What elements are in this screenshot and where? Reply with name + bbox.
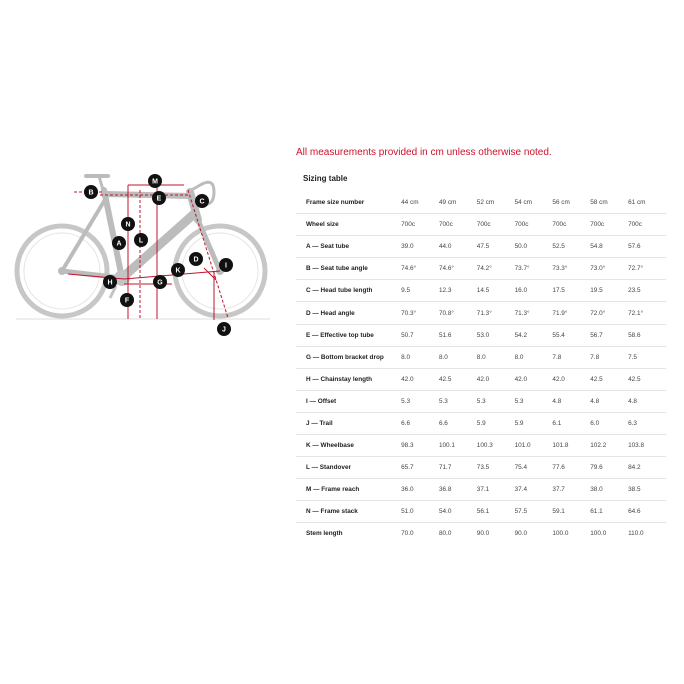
svg-text:M: M [152,178,158,186]
badge-j [217,322,231,336]
table-cell: 70.8° [439,302,477,324]
table-cell: 51.6 [439,324,477,346]
table-cell: 58.6 [628,324,666,346]
table-cell: 39.0 [401,236,439,258]
table-cell: 73.0° [590,258,628,280]
table-cell: 7.8 [552,346,590,368]
table-cell: 100.0 [552,523,590,545]
table-cell: 7.8 [590,346,628,368]
table-cell: 57.5 [515,501,553,523]
table-cell: 71.3° [515,302,553,324]
table-cell: 6.1 [552,412,590,434]
table-cell: 54.0 [439,501,477,523]
svg-text:I: I [225,262,227,270]
measurement-notice: All measurements provided in cm unless otherwise noted. [296,147,552,158]
table-cell: 50.0 [515,236,553,258]
badge-g [153,275,167,289]
table-cell: 101.8 [552,435,590,457]
table-cell: 8.0 [515,346,553,368]
row-label: L — Standover [296,457,401,479]
table-cell: 73.3° [552,258,590,280]
table-cell: 58 cm [590,199,608,207]
table-cell: 50.7 [401,324,439,346]
table-row [296,368,666,390]
badge-b [84,185,98,199]
table-cell: 80.0 [439,523,477,545]
row-label: N — Frame stack [296,501,401,523]
table-cell: 42.0 [477,368,515,390]
sizing-table [296,192,666,545]
svg-text:G: G [157,279,163,287]
table-cell: 72.1° [628,302,666,324]
table-cell: 73.7° [515,258,553,280]
table-cell: 36.0 [401,479,439,501]
table-cell: 101.0 [515,435,553,457]
sizing-table-body [296,192,666,545]
table-cell: 4.8 [590,390,628,412]
row-label: A — Seat tube [296,236,401,258]
table-row [296,412,666,434]
table-cell: 700c [590,214,628,236]
table-cell: 9.5 [401,280,439,302]
table-cell: 61 cm [628,199,646,207]
table-row [296,280,666,302]
badge-a [112,236,126,250]
table-cell: 38.5 [628,479,666,501]
table-cell: 700c [628,214,666,236]
table-row [296,214,666,236]
table-cell: 79.6 [590,457,628,479]
table-row [296,302,666,324]
svg-text:A: A [116,240,122,248]
row-label: Frame size number [306,199,365,207]
svg-text:D: D [193,256,199,264]
svg-text:E: E [156,195,162,203]
table-cell: 42.0 [401,368,439,390]
table-cell: 54 cm [514,199,532,207]
table-row [296,192,666,214]
table-cell: 51.0 [401,501,439,523]
table-cell: 7.5 [628,346,666,368]
table-cell: 74.6° [439,258,477,280]
table-cell: 37.1 [477,479,515,501]
table-cell: 37.7 [552,479,590,501]
table-cell: 17.5 [552,280,590,302]
table-cell: 42.5 [590,368,628,390]
table-cell: 44.0 [439,236,477,258]
table-cell: 47.5 [477,236,515,258]
table-cell: 19.5 [590,280,628,302]
row-label: I — Offset [296,390,401,412]
table-cell: 77.6 [552,457,590,479]
table-cell: 5.9 [515,412,553,434]
row-label: C — Head tube length [296,280,401,302]
table-cell: 700c [515,214,553,236]
badge-f [120,293,134,307]
svg-text:N: N [125,221,131,229]
badge-l [134,233,148,247]
table-cell: 100.0 [590,523,628,545]
table-cell: 8.0 [439,346,477,368]
table-cell: 6.0 [590,412,628,434]
table-cell: 56.1 [477,501,515,523]
table-cell: 4.8 [552,390,590,412]
table-cell: 5.3 [515,390,553,412]
table-cell: 38.0 [590,479,628,501]
table-row [296,479,666,501]
table-cell: 64.6 [628,501,666,523]
svg-text:J: J [222,326,226,334]
table-row [296,457,666,479]
table-cell: 37.4 [515,479,553,501]
table-cell: 90.0 [515,523,553,545]
table-cell: 12.3 [439,280,477,302]
table-cell: 5.9 [477,412,515,434]
table-cell: 57.6 [628,236,666,258]
row-label: M — Frame reach [296,479,401,501]
row-label: D — Head angle [296,302,401,324]
table-cell: 8.0 [401,346,439,368]
table-cell: 42.0 [552,368,590,390]
row-label: E — Effective top tube [296,324,401,346]
table-cell: 52 cm [476,199,495,207]
table-cell: 102.2 [590,435,628,457]
table-cell: 42.0 [515,368,553,390]
svg-text:K: K [175,267,181,275]
table-cell: 52.5 [552,236,590,258]
table-cell: 75.4 [515,457,553,479]
table-cell: 72.0° [590,302,628,324]
table-cell: 110.0 [628,523,666,545]
table-cell: 56.7 [590,324,628,346]
table-cell: 6.6 [439,412,477,434]
table-cell: 61.1 [590,501,628,523]
table-cell: 700c [439,214,477,236]
table-cell: 16.0 [515,280,553,302]
row-label: J — Trail [296,412,401,434]
table-cell: 54.2 [515,324,553,346]
table-cell: 14.5 [477,280,515,302]
badge-h [103,275,117,289]
table-row [296,435,666,457]
table-cell: 700c [477,214,515,236]
row-label: H — Chainstay length [296,368,401,390]
svg-text:B: B [88,189,94,197]
table-cell: 74.2° [477,258,515,280]
svg-text:C: C [199,198,205,206]
table-cell: 5.3 [477,390,515,412]
table-cell: 73.5 [477,457,515,479]
svg-text:L: L [138,237,144,245]
table-row [296,324,666,346]
table-cell: 54.8 [590,236,628,258]
svg-text:F: F [124,297,130,305]
row-label: Wheel size [296,214,401,236]
table-cell: 53.0 [477,324,515,346]
table-cell: 8.0 [477,346,515,368]
table-cell: 6.6 [401,412,439,434]
bike-illustration [16,176,270,319]
table-cell: 23.5 [628,280,666,302]
table-cell: 65.7 [401,457,439,479]
table-cell: 36.8 [439,479,477,501]
table-cell: 59.1 [552,501,590,523]
table-cell: 70.3° [401,302,439,324]
table-row [296,346,666,368]
row-label: Stem length [296,523,401,545]
row-label: K — Wheelbase [296,435,401,457]
badge-n [121,217,135,231]
sizing-table-title: Sizing table [303,174,348,183]
table-cell: 44 cm [401,199,419,207]
table-cell: 56 cm [552,199,570,207]
table-row [296,501,666,523]
badge-m [148,174,162,188]
table-cell: 42.5 [439,368,477,390]
table-cell: 42.5 [628,368,666,390]
table-cell: 70.0 [401,523,439,545]
table-cell: 5.3 [401,390,439,412]
badge-c [195,194,209,208]
table-cell: 5.3 [439,390,477,412]
badge-i [219,258,233,272]
row-label: B — Seat tube angle [296,258,401,280]
svg-text:H: H [107,279,113,287]
table-row [296,390,666,412]
table-row [296,236,666,258]
table-cell: 74.6° [401,258,439,280]
table-cell: 84.2 [628,457,666,479]
badge-k [171,263,185,277]
badge-e [152,191,166,205]
table-cell: 55.4 [552,324,590,346]
table-cell: 6.3 [628,412,666,434]
table-row [296,258,666,280]
table-cell: 4.8 [628,390,666,412]
table-row [296,523,666,545]
table-cell: 103.8 [628,435,666,457]
table-cell: 700c [552,214,590,236]
table-cell: 71.9° [552,302,590,324]
table-cell: 700c [401,214,439,236]
row-label: G — Bottom bracket drop [296,346,401,368]
table-cell: 100.3 [477,435,515,457]
table-cell: 71.3° [477,302,515,324]
table-cell: 71.7 [439,457,477,479]
table-cell: 100.1 [439,435,477,457]
table-cell: 98.3 [401,435,439,457]
table-cell: 72.7° [628,258,666,280]
table-cell: 49 cm [438,199,457,207]
table-cell: 90.0 [477,523,515,545]
bike-geometry-diagram [12,168,274,340]
badge-d [189,252,203,266]
